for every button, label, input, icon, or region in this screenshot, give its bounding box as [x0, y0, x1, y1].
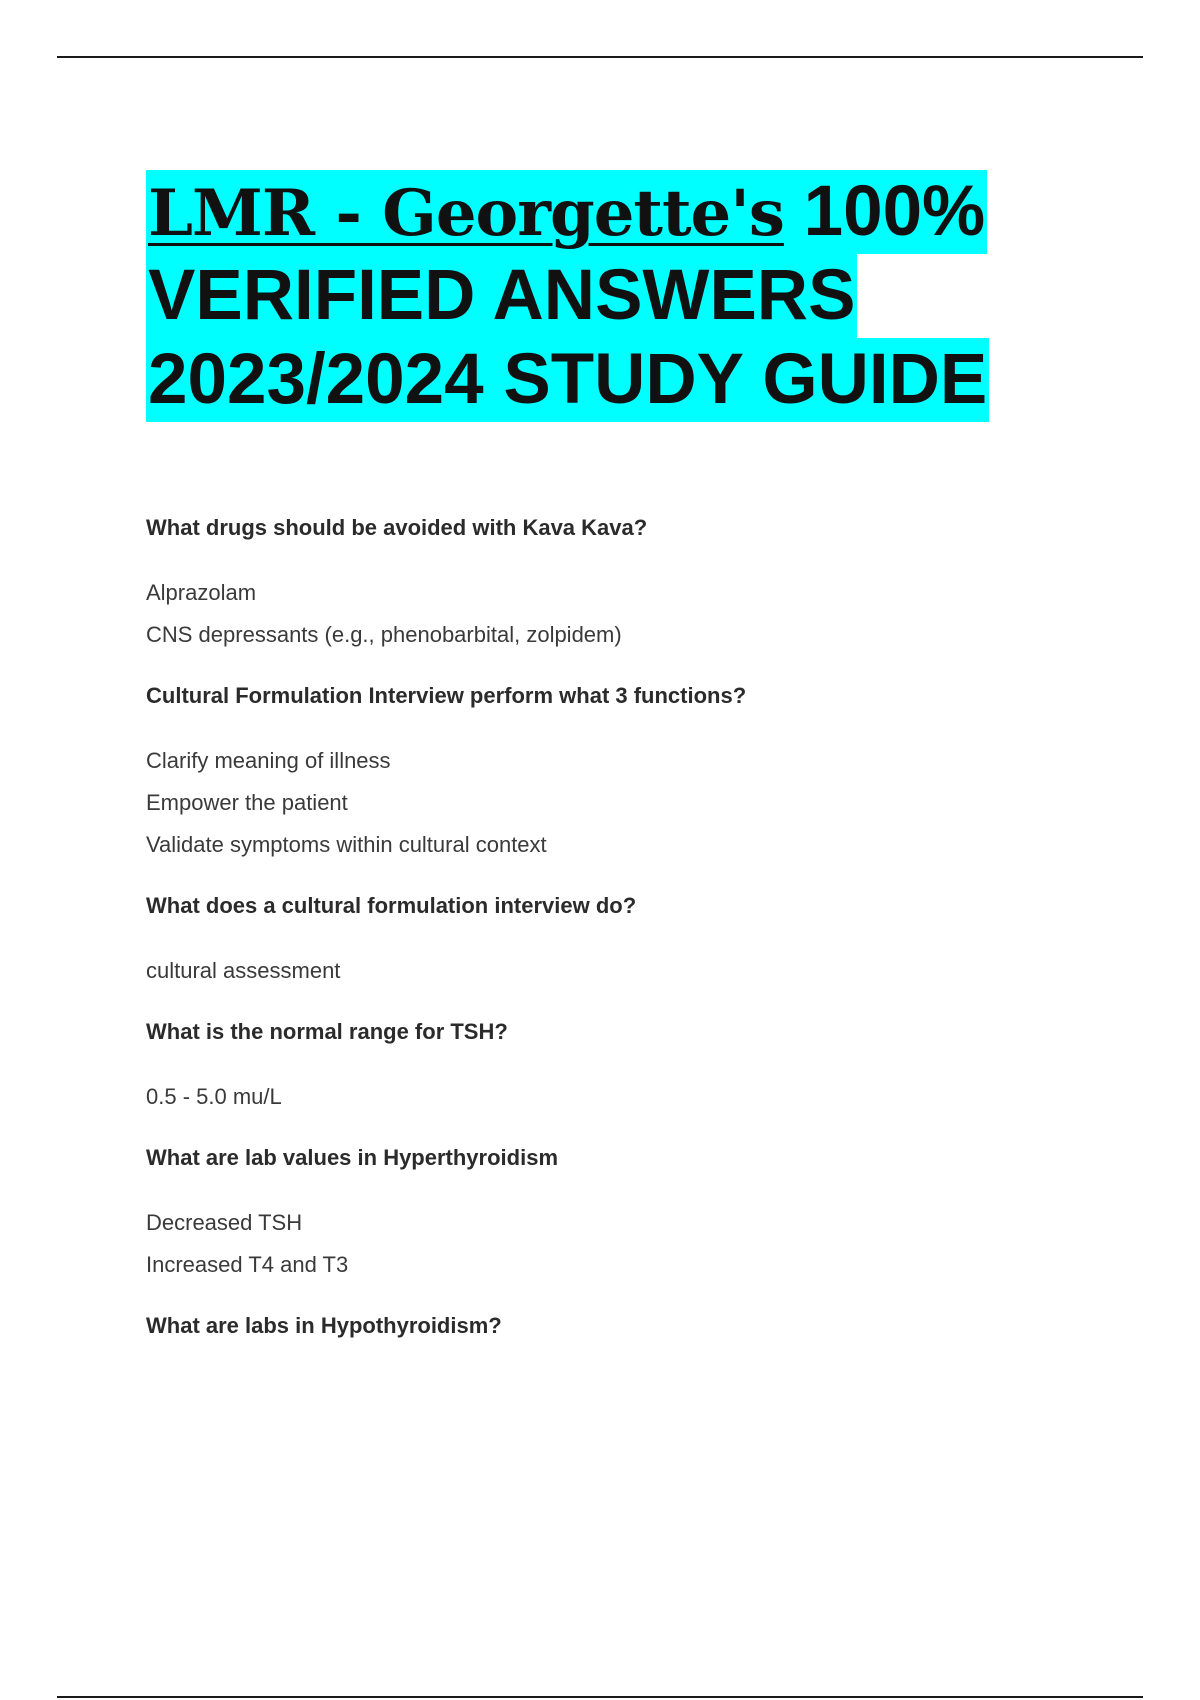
top-rule	[57, 56, 1143, 58]
title-course-name: LMR - Georgette's	[148, 176, 784, 251]
title-line-2: VERIFIED ANSWERS	[146, 254, 857, 338]
qa-item	[146, 508, 1146, 656]
qa-item	[146, 886, 1146, 992]
bottom-rule	[57, 1696, 1143, 1698]
answer-list	[146, 1202, 1146, 1286]
question: What are lab values in Hyperthyroidism	[146, 1145, 559, 1170]
question: What does a cultural formulation interview do?	[146, 893, 637, 918]
answer: Increased T4 and T3	[146, 1252, 349, 1277]
question: What are labs in Hypothyroidism?	[146, 1313, 502, 1338]
answer: 0.5 - 5.0 mu/L	[146, 1084, 282, 1109]
answer: Validate symptoms within cultural context	[146, 832, 547, 857]
answer-list	[146, 950, 1146, 992]
qa-item	[146, 1306, 1146, 1346]
question: What is the normal range for TSH?	[146, 1019, 508, 1044]
qa-item	[146, 676, 1146, 866]
title-line-1	[146, 170, 987, 254]
answer: cultural assessment	[146, 958, 341, 983]
answer-list	[146, 740, 1146, 866]
answer: Decreased TSH	[146, 1210, 303, 1235]
answer-list	[146, 572, 1146, 656]
answer: Empower the patient	[146, 790, 348, 815]
document-title	[146, 170, 1146, 422]
answer: Alprazolam	[146, 580, 257, 605]
qa-item	[146, 1012, 1146, 1118]
question: Cultural Formulation Interview perform what 3 functions?	[146, 683, 747, 708]
title-line-3: 2023/2024 STUDY GUIDE	[146, 338, 989, 422]
qa-list	[146, 508, 1146, 1370]
answer: Clarify meaning of illness	[146, 748, 391, 773]
answer: CNS depressants (e.g., phenobarbital, zolpidem)	[146, 622, 622, 647]
question: What drugs should be avoided with Kava Kava?	[146, 515, 648, 540]
qa-item	[146, 1138, 1146, 1286]
title-percent: 100%	[783, 172, 986, 251]
answer-list	[146, 1076, 1146, 1118]
